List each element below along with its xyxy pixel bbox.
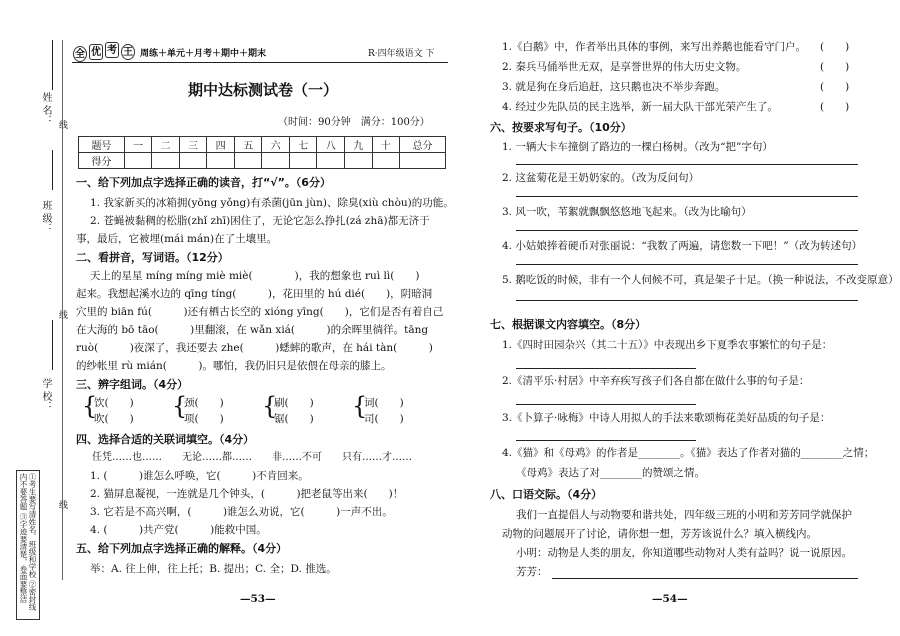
- seal-mark: 线: [57, 120, 67, 129]
- score-header: 一: [124, 137, 152, 153]
- section-3-title: 三、辨字组词。（4分）: [76, 378, 189, 391]
- s7-q1: 1.《四时田园杂兴（其二十五）》中表现出乡下夏季农事繁忙的句子是：: [502, 339, 833, 351]
- section-2-title: 二、看拼音，写词语。（12分）: [76, 251, 229, 264]
- r-paren: ( ): [820, 41, 850, 53]
- s2-line-6: 的纱帐里 rù mián( )。哪怕，我仍旧只是依偎在母亲的膝上。: [76, 360, 392, 372]
- r-top-1: 1.《白鹅》中，作者举出具体的事例，来写出养鹅也能看守门户。: [502, 41, 807, 53]
- name-label: 姓 名：: [40, 92, 51, 126]
- score-header: 十: [372, 137, 400, 153]
- section-6-title: 六、按要求写句子。（10分）: [490, 121, 632, 134]
- s3-word: 词( ): [364, 397, 404, 409]
- name-line: [52, 40, 53, 90]
- score-cell[interactable]: [152, 153, 180, 169]
- s8-line-1: 我们一直提倡人与动物要和谐共处，四年级三班的小明和芳芳同学就保护: [516, 509, 852, 521]
- s4-q4: 4. ( )共产党( )能救中国。: [90, 524, 267, 536]
- s3-word: 颈( ): [184, 397, 224, 409]
- school-line: [52, 320, 53, 370]
- s2-line-4: 在大海的 bō tāo( )里翻滚，在 wǎn xiá( )的余晖里徜徉。tāng: [76, 324, 429, 336]
- s4-options: 任凭……也…… 无论……都…… 非……不可 只有……才……: [92, 452, 412, 463]
- r-top-2: 2. 秦兵马俑举世无双，是享誉世界的伟大历史文物。: [502, 61, 747, 73]
- section-7-title: 七、根据课文内容填空。（8分）: [490, 318, 647, 331]
- s7-q3: 3.《卜算子·咏梅》中诗人用拟人的手法来歌颂梅花美好品质的句子是：: [502, 412, 831, 424]
- series-text: 周练＋单元＋月考＋期中＋期末: [140, 49, 267, 59]
- s6-q4: 4. 小姑娘捧着硬币对张丽说：“我数了两遍，请您数一下吧！”（改为转述句）: [502, 240, 863, 252]
- score-header: 总分: [400, 137, 446, 153]
- s6-q3: 3. 风一吹，苇絮就飘飘悠悠地飞起来。（改为比喻句）: [502, 206, 752, 218]
- answer-line[interactable]: [516, 230, 858, 231]
- s7-q2: 2.《清平乐·村居》中辛弃疾写孩子们各自都在做什么事的句子是：: [502, 375, 810, 387]
- s3-brace: {: [172, 392, 188, 420]
- score-header: 八: [317, 137, 345, 153]
- answer-line[interactable]: [552, 578, 858, 579]
- header-rule: [72, 62, 448, 63]
- r-top-4: 4. 经过少先队员的民主选举，新一届大队干部光荣产生了。: [502, 101, 778, 113]
- logo-char-3: 考: [105, 42, 119, 58]
- s6-q2: 2. 这盆菊花是王奶奶家的。（改为反问句）: [502, 172, 700, 184]
- score-label: 得分: [79, 153, 125, 169]
- score-table: [78, 136, 446, 169]
- score-cell[interactable]: [289, 153, 317, 169]
- s3-word: 吹( ): [94, 413, 134, 425]
- section-1-title: 一、给下列加点字选择正确的读音，打“√”。（6分）: [76, 176, 331, 189]
- s8-line-3: 小明：动物是人类的朋友，你知道哪些动物对人类有益吗？说一说原因。: [516, 547, 852, 559]
- score-header: 四: [207, 137, 235, 153]
- s3-brace: {: [352, 392, 368, 420]
- s3-word: 项( ): [184, 413, 224, 425]
- s3-word: 刷( ): [274, 397, 314, 409]
- score-cell[interactable]: [207, 153, 235, 169]
- s2-line-2: 起来。我想起溪水边的 qīng tíng( )，花田里的 hú dié( )，阴暗洞: [76, 288, 433, 300]
- s6-q1: 1. 一辆大卡车撞倒了路边的一棵白杨树。（改为“把”字句）: [502, 141, 773, 153]
- score-cell[interactable]: [179, 153, 207, 169]
- s2-line-3: 穴里的 biān fú( )还有栖古长空的 xióng yīng( )，它们是否有着自己: [76, 306, 444, 318]
- score-header: 五: [234, 137, 262, 153]
- score-header: 题号: [79, 137, 125, 153]
- score-cell[interactable]: [234, 153, 262, 169]
- r-paren: ( ): [820, 101, 850, 113]
- answer-line[interactable]: [516, 368, 696, 369]
- s3-brace: {: [262, 392, 278, 420]
- answer-line[interactable]: [516, 264, 858, 265]
- r-top-3: 3. 就是狗在身后追赶，这只鹅也决不举步奔跑。: [502, 81, 726, 93]
- logo-char-2: 优: [89, 44, 103, 60]
- score-header: 九: [345, 137, 373, 153]
- s3-word: 司( ): [364, 413, 404, 425]
- s7-q4: 4.《猫》和《母鸡》的作者是________。《猫》表达了作者对猫的________之情；: [502, 447, 875, 459]
- s2-line-1: 天上的星星 míng míng miè miè( )，我的想象也 ruì lì( ): [90, 270, 420, 282]
- score-header: 六: [262, 137, 290, 153]
- school-label: 学 校：: [40, 378, 51, 412]
- r-paren: ( ): [820, 81, 850, 93]
- s8-line-2: 动物的问题展开了讨论，请你想一想，芳芳该说什么？填入横线内。: [502, 528, 817, 540]
- section-4-title: 四、选择合适的关联词填空。（4分）: [76, 433, 255, 446]
- s3-word: 锯( ): [274, 413, 314, 425]
- answer-line[interactable]: [516, 300, 858, 301]
- answer-line[interactable]: [516, 196, 858, 197]
- score-header: 七: [289, 137, 317, 153]
- s4-q1: 1. ( )谁怎么呼唤，它( )不肯回来。: [90, 470, 309, 482]
- s4-q3: 3. 它若是不高兴啊，( )谁怎么劝说，它( )一声不出。: [90, 506, 393, 518]
- score-cell[interactable]: [400, 153, 446, 169]
- notice-box: ①考生要写清姓名、班级和学校 ②密封线内不要答题 ③字迹要清楚，卷面要整洁: [16, 470, 40, 620]
- answer-line[interactable]: [516, 164, 858, 165]
- seal-mark-3: 线: [57, 500, 67, 509]
- page-number-right: —54—: [652, 593, 688, 605]
- s1-q2b: 事，最后，它被埋(mái mán)在了土壤里。: [76, 233, 278, 245]
- logo-char-1: 全: [73, 46, 87, 62]
- score-cell[interactable]: [124, 153, 152, 169]
- s5-options: 举：A. 往上伸，往上托；B. 提出；C. 全；D. 推选。: [90, 563, 337, 575]
- s8-line-4: 芳芳：: [516, 566, 548, 578]
- grade-text: R·四年级语文 下: [368, 49, 435, 59]
- section-8-title: 八、口语交际。（4分）: [490, 488, 603, 501]
- score-cell[interactable]: [317, 153, 345, 169]
- score-cell[interactable]: [345, 153, 373, 169]
- s3-brace: {: [82, 392, 98, 420]
- score-cell[interactable]: [262, 153, 290, 169]
- r-paren: ( ): [820, 61, 850, 73]
- seal-mark-2: 线: [57, 310, 67, 319]
- answer-line[interactable]: [516, 404, 696, 405]
- time-info: （时间：90分钟 满分：100分）: [278, 117, 430, 128]
- score-cell[interactable]: [372, 153, 400, 169]
- class-line: [52, 150, 53, 190]
- s3-word: 饮( ): [94, 397, 134, 409]
- s1-q1: 1. 我家新买的冰箱拥(yōng yǒng)有杀菌(jūn jùn)、除臭(xiù chòu)的功能。: [90, 197, 454, 209]
- page-number-left: —53—: [240, 593, 276, 605]
- section-5-title: 五、给下列加点字选择正确的解释。（4分）: [76, 542, 288, 555]
- score-header: 二: [152, 137, 180, 153]
- s2-line-5: ruò( )夜深了，我还要去 zhe( )蟋蟀的歌声，在 hái tàn( ): [76, 342, 433, 354]
- class-label: 班 级：: [40, 200, 51, 234]
- s6-q5: 5. 鹅吃饭的时候，非有一个人伺候不可，真是架子十足。（换一种说法，不改变原意）: [502, 274, 899, 286]
- answer-line[interactable]: [516, 440, 696, 441]
- logo-char-4: 王: [121, 44, 135, 60]
- s4-q2: 2. 猫屏息凝视，一连就是几个钟头，( )把老鼠等出来( )！: [90, 488, 404, 500]
- s7-q4b: 《母鸡》表达了对________的赞颂之情。: [516, 467, 705, 479]
- score-header: 三: [179, 137, 207, 153]
- s1-q2a: 2. 苍蝇被黏稠的松脂(zhǐ zhī)困住了，无论它怎么挣扎(zá zhā)都无济于: [90, 215, 430, 227]
- page-title: 期中达标测试卷（一）: [188, 81, 339, 99]
